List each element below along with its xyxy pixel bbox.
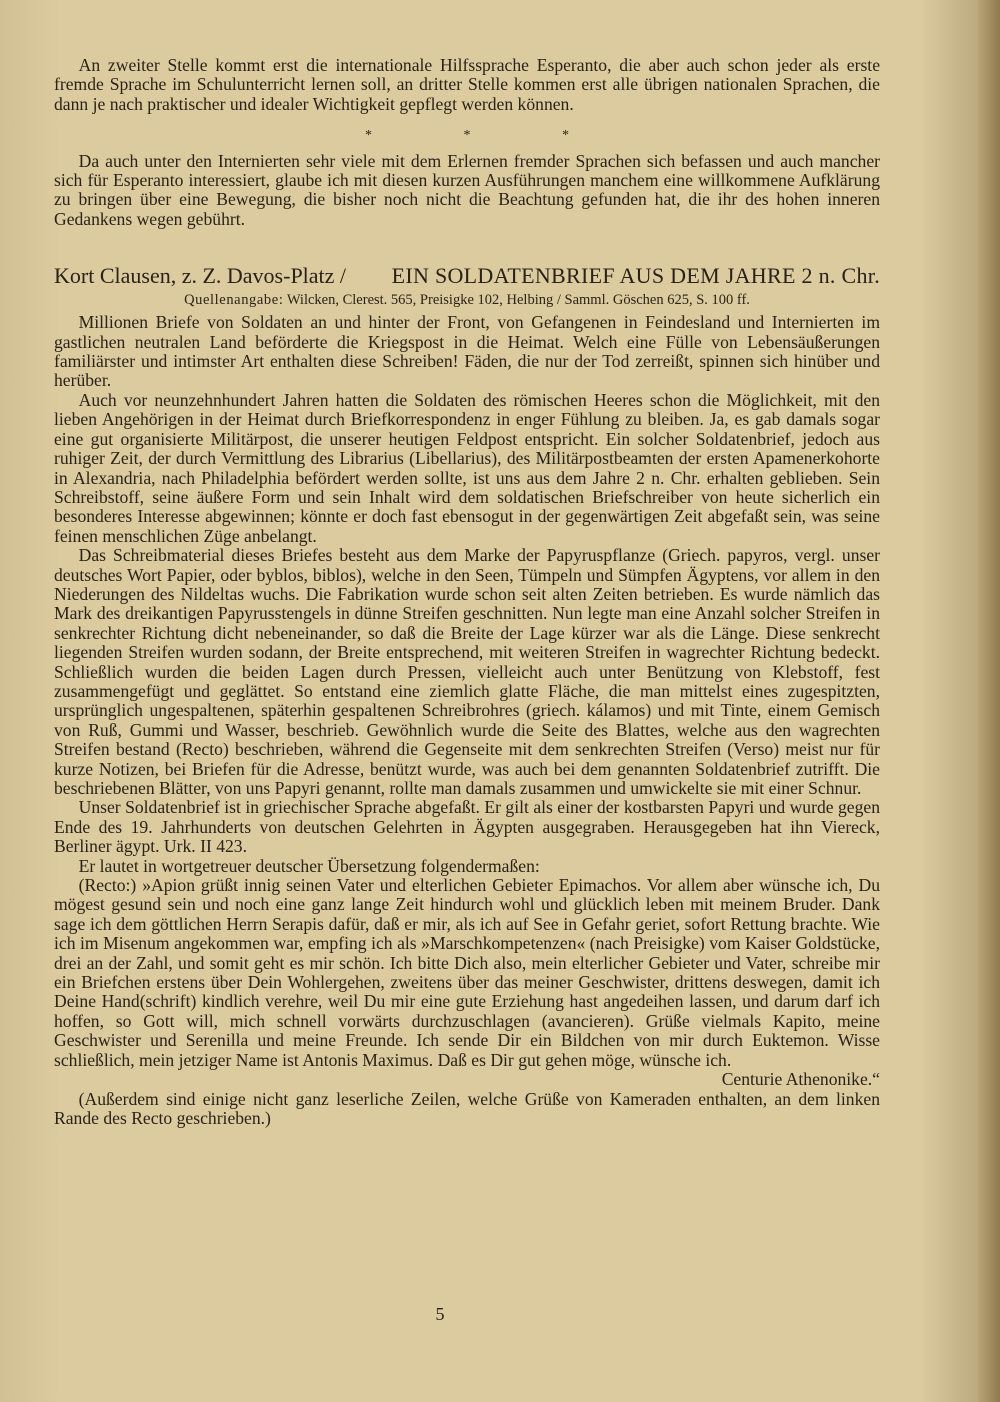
page-edge [978, 0, 1000, 1402]
section-separator: * * * [365, 128, 613, 144]
letter-signoff-line [54, 1070, 880, 1089]
article-paragraph: Auch vor neunzehnhundert Jahren hatten die Soldaten des römischen Heeres schon die Möglichkeit, mit den lieben Angehörigen in der Heimat durch Briefkorrespondenz in enger Fühlung zu bleiben. Ja, es gab damals sogar eine gut organisierte Militärpost, die unserer heutigen Feldpost entspricht. Ein solcher Soldatenbrief, jedoch aus ruhiger Zeit, der durch Vermittlung des Librarius (Libellarius), des Militärpostbeamten der ersten Apamenerkohorte in Alexandria, nach Philadelphia befördert werden sollte, ist uns aus dem Jahre 2 n. Chr. erhalten geblieben. Sein Schreibstoff, seine äußere Form und sein Inhalt wird dem soldatischen Briefschreiber von heute sicherlich ein besonderes Interesse abgewinnen; könnte er doch fast ebensogut in der gegenwärtigen Zeit abgefaßt sein, was seine feinen menschlichen Züge anbelangt. [54, 389, 880, 546]
sources-label: Quellenangabe: [184, 292, 284, 309]
closing-paragraph: (Außerdem sind einige nicht ganz leserliche Zeilen, welche Grüße von Kameraden enthalten, an dem linken Rande des Recto geschrieben.) [54, 1088, 880, 1128]
article-paragraph: Das Schreibmaterial dieses Briefes besteht aus dem Marke der Papyruspflanze (Griech. papyros, vergl. unser deutsches Wort Papier, oder byblos, biblos), welche in den Seen, Tümpeln und Sümpfen Ägyptens, vor allem in den Niederungen des Nildeltas wuchs. Die Fabrikation wurde schon seit alten Zeiten betrieben. Es wurde nämlich das Mark des dreikantigen Papyrusstengels in dünne Streifen geschnitten. Nun legte man eine Anzahl solcher Streifen in senkrechter Richtung dicht nebeneinander, so daß die Breite der Lage kürzer war als die Länge. Diese senkrecht liegenden Streifen wurden sodann, der Breite entsprechend, mit weiteren Streifen in wagrechter Richtung bedeckt. Schließlich wurden die beiden Lagen durch Pressen, vielleicht auch unter Benützung von Klebstoff, fest zusammengefügt und geglättet. So entstand eine ziemlich glatte Fläche, die man mittelst eines zugespitzten, ursprünglich ungespaltenen, späterhin gespaltenen Schreibrohres (griech. kálamos) und mit Tinte, einem Gemisch von Ruß, Gummi und Wasser, beschrieb. Gewöhnlich wurde die Seite des Blattes, welche aus den wagrechten Streifen bestand (Recto) beschrieben, während die Gegenseite mit dem senkrechten Streifen (Verso) meist nur für kurze Notizen, bei Briefen für die Adresse, benützt wurde, was auch bei dem genannten Soldatenbrief zutrifft. Die beschriebenen Blätter, von uns Papyri genannt, rollte man damals zusammen und umwickelte sie mit einer Schnur. [54, 545, 880, 798]
letter-text: (Recto:) »Apion grüßt innig seinen Vater und elterlichen Gebieter Epimachos. Vor allem aber wünsche ich, Du mögest gesund sein und noch eine ganz lange Zeit hindurch wohl und glücklich leben mit meinem Bruder. Dank sage ich dem göttlichen Herrn Serapis dafür, daß er mir, als ich auf See in Gefahr geriet, sofort Rettung brachte. Wie ich im Misenum angekommen war, empfing ich als »Marschkompetenzen« (nach Preisigke) vom Kaiser Goldstücke, drei an der Zahl, und somit geht es mir schön. Ich bitte Dich also, mein elterlicher Gebieter und Vater, schreibe mir ein Briefchen erstens über Dein Wohlergehen, zweitens über das meiner Geschwister, drittens deswegen, damit ich Deine Hand(schrift) kindlich verehre, weil Du mir eine gute Erziehung hast angedeihen lassen, und darum darf ich hoffen, so Gott will, mich schnell vorwärts durchzuschlagen (avancieren). Grüße vielmals Kapito, meine Geschwister und Serenilla und meine Freunde. Ich sende Dir ein Bildchen von mir durch Euktemon. Wisse schließlich, mein jetziger Name ist Antonis Maximus. Daß es Dir gut gehen möge, wünsche ich. [54, 875, 880, 1070]
sources-text: Wilcken, Clerest. 565, Preisigke 102, Helbing / Samml. Göschen 625, S. 100 ff. [286, 292, 750, 309]
article-title: EIN SOLDATENBRIEF AUS DEM JAHRE 2 n. Chr. [391, 263, 880, 289]
intro-paragraph-1: An zweiter Stelle kommt erst die internationale Hilfssprache Esperanto, die aber auch schon jeder als erste fremde Sprache im Schulunterricht lernen soll, an dritter Stelle kommen erst alle übrigen nationalen Sprachen, die dann je nach praktischer und idealer Wichtigkeit gepflegt werden können. [54, 55, 880, 114]
article-paragraph: Millionen Briefe von Soldaten an und hinter der Front, von Gefangenen in Feindesland und Internierten im gastlichen neutralen Land beförderte die Kriegspost in die Heimat. Welch eine Fülle von Lebensäußerungen familiärster und intimster Art enthalten diese Schreiben! Fäden, die nur der Tod zerreißt, spinnen sich hinüber und herüber. [54, 312, 880, 391]
article-author: Kort Clausen, z. Z. Davos-Platz / [54, 263, 347, 289]
article-paragraph: Unser Soldatenbrief ist in griechischer Sprache abgefaßt. Er gilt als einer der kostbarsten Papyri und wurde gegen Ende des 19. Jahrhunderts von deutschen Gelehrten in Ägypten ausgegraben. Herausgegeben hat ihn Viereck, Berliner ägypt. Urk. II 423. [54, 797, 880, 857]
article-heading [54, 263, 880, 289]
intro-paragraph-2: Da auch unter den Internierten sehr viele mit dem Erlernen fremder Sprachen sich befassen und auch mancher sich für Esperanto interessiert, glaube ich mit diesen kurzen Ausführungen manchem eine willkommene Aufklärung zu bringen über eine Bewegung, die bisher noch nicht die Beachtung gefunden hat, die ihr des hohen inneren Gedankens wegen gebührt. [54, 150, 880, 229]
letter-signoff: Centurie Athenonike.“ [721, 1069, 880, 1090]
article-sources [54, 291, 880, 309]
page-number: 5 [435, 1304, 445, 1324]
article-paragraph: Er lautet in wortgetreuer deutscher Übersetzung folgendermaßen: [78, 855, 540, 876]
text-column [54, 56, 880, 1128]
